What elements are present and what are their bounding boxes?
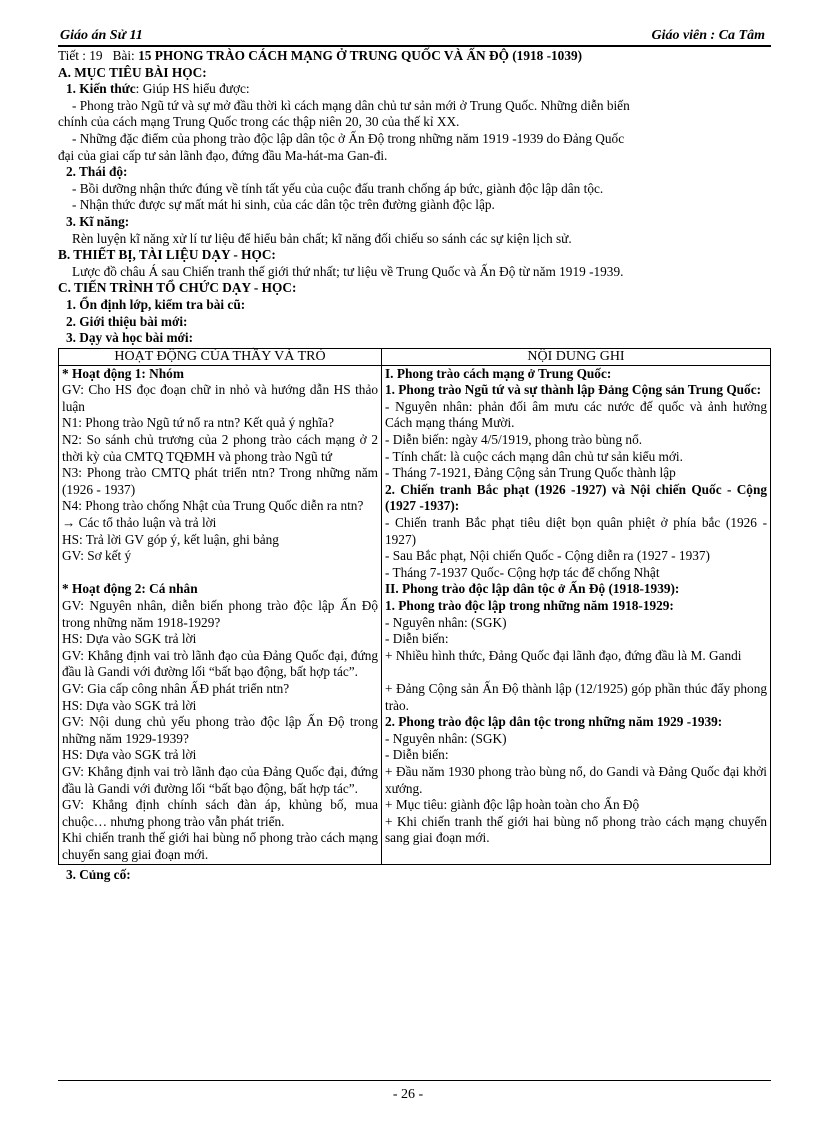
activity-line: GV: Cho HS đọc đoạn chữ in nhỏ và hướng dẫn HS thảo luận [62,382,378,414]
section-a-heading: A. MỤC TIÊU BÀI HỌC: [58,64,207,80]
section-b-text: Lược đồ châu Á sau Chiến tranh thế giới thứ nhất; tư liệu về Trung Quốc và Ấn Độ từ năm 1919 -1939. [72,263,624,279]
attitude-item-1: - Bồi dưỡng nhận thức đúng về tính tất yếu của cuộc đấu tranh chống áp bức, giành độc lập dân tộc. [72,180,604,196]
spacer [385,664,767,681]
content-subheading: 1. Phong trào Ngũ tứ và sự thành lập Đảng Cộng sản Trung Quốc: [385,382,762,398]
footer-rule [58,1080,771,1081]
knowledge-line [58,81,771,98]
content-line: - Tháng 7-1937 Quốc- Cộng hợp tác để chống Nhật [385,564,660,580]
section-b-heading: B. THIẾT BỊ, TÀI LIỆU DẠY - HỌC: [58,247,276,263]
activity-line: HS: Dựa vào SGK trả lời [62,631,197,647]
lesson-number: Tiết : 19 [58,48,103,63]
spacer [62,565,378,582]
document-page [58,28,771,883]
activity-line: GV: Khẳng định vai trò lãnh đạo của Đảng Quốc đại, đứng đầu là Gandi với đường lối “bất bạo động, bất hợp tác”. [62,647,378,680]
skill-item-1: Rèn luyện kĩ năng xử lí tư liệu để hiểu bản chất; kĩ năng đối chiếu so sánh các sự kiện lịch sử. [72,230,572,246]
table-header-content: NỘI DUNG GHI [382,348,771,365]
activity-line: HS: Dựa vào SGK trả lời [62,747,197,763]
step-2: 2. Giới thiệu bài mới: [66,313,188,329]
lesson-bai: Bài: [112,48,135,63]
content-subheading: 1. Phong trào độc lập trong những năm 1918-1929: [385,598,674,613]
header-teacher: Giáo viên : Ca Tâm [651,28,765,43]
content-line: + Nhiều hình thức, Đảng Quốc đại lãnh đạo, đứng đầu là M. Gandi [385,647,742,663]
content-line: + Khi chiến tranh thế giới hai bùng nổ phong trào cách mạng chuyển sang giai đoạn mới. [385,813,767,846]
lesson-title-line [58,48,771,65]
knowledge-item-2a: - Những đặc điểm của phong trào độc lập dân tộc ở Ấn Độ trong những năm 1919 -1939 do Đảng Quốc [72,130,625,146]
skill-label: 3. Kĩ năng: [66,213,130,229]
activity-line: HS: Trả lời GV góp ý, kết luận, ghi bảng [62,531,279,547]
activity-line: GV: Nguyên nhân, diễn biến phong trào độc lập Ấn Độ trong những năm 1918-1929? [62,598,378,630]
content-line: - Sau Bắc phạt, Nội chiến Quốc - Cộng diễn ra (1927 - 1937) [385,548,710,564]
activity-line: GV: Khẳng định vai trò lãnh đạo của Đảng Quốc đại, đứng đầu là Gandi với đường lối “bất bạo động, bất hợp tác”. [62,763,378,796]
activity-line: N1: Phong trào Ngũ tứ nổ ra ntn? Kết quả ý nghĩa? [62,415,334,431]
page-header [58,28,771,47]
table-header-activities: HOẠT ĐỘNG CỦA THẦY VÀ TRÒ [59,348,382,365]
content-line: - Diễn biến: [385,631,449,647]
activities-cell [59,365,382,864]
activity-line: GV: Sơ kết ý [62,548,132,564]
activity-line: N4: Phong trào chống Nhật của Trung Quốc diễn ra ntn? [62,498,364,514]
content-line: - Tháng 7-1921, Đảng Cộng sản Trung Quốc thành lập [385,465,676,481]
knowledge-label: 1. Kiến thức [66,81,136,97]
content-line: + Đảng Cộng sản Ấn Độ thành lập (12/1925) góp phần thúc đẩy phong trào. [385,680,767,713]
activity-line: N2: So sánh chủ trương của 2 phong trào cách mạng ở 2 thời kỳ của CMTQ TQĐMH và phong trào Ngũ tứ [62,432,378,464]
content-line: - Diễn biến: ngày 4/5/1919, phong trào bùng nổ. [385,432,643,448]
activity-1-heading: * Hoạt động 1: Nhóm [62,365,184,381]
attitude-label: 2. Thái độ: [66,164,128,180]
consolidation-step: 3. Củng cố: [66,866,131,882]
attitude-item-2: - Nhận thức được sự mất mát hi sinh, của các dân tộc trên đường giành độc lập. [72,197,495,213]
lesson-title: 15 PHONG TRÀO CÁCH MẠNG Ở TRUNG QUỐC VÀ ẤN ĐỘ (1918 -1039) [138,48,583,63]
step-3: 3. Dạy và học bài mới: [66,330,194,346]
knowledge-item-2b: đại của giai cấp tư sản lãnh đạo, đứng đầu Ma-hát-ma Gan-đi. [58,147,388,163]
content-subheading: 2. Chiến tranh Bắc phạt (1926 -1927) và Nội chiến Quốc - Cộng (1927 -1937): [385,481,767,514]
knowledge-tail: : Giúp HS hiểu được: [135,81,250,97]
activity-2-heading: * Hoạt động 2: Cá nhân [62,581,198,597]
content-line: - Tính chất: là cuộc cách mạng dân chủ tư sản kiểu mới. [385,448,683,464]
content-cell [382,365,771,864]
step-1: 1. Ổn định lớp, kiểm tra bài cũ: [66,296,246,312]
activity-line: N3: Phong trào CMTQ phát triển ntn? Trong những năm (1926 - 1937) [62,465,378,497]
page-number: - 26 - [392,1087,424,1102]
activity-line: GV: Gia cấp công nhân ẤĐ phát triển ntn? [62,680,290,696]
content-line: - Chiến tranh Bắc phạt tiêu diệt bọn quân phiệt ở phía bắc (1926 - 1927) [385,515,767,547]
content-heading: II. Phong trào độc lập dân tộc ở Ấn Độ (1918-1939): [385,581,680,597]
content-line: + Đầu năm 1930 phong trào bùng nổ, do Gandi và Đảng Quốc đại khởi xướng. [385,763,767,796]
content-line: + Mục tiêu: giành độc lập hoàn toàn cho Ấn Độ [385,797,640,813]
content-line: - Nguyên nhân: phản đối âm mưu các nước đế quốc và ảnh hưởng Cách mạng tháng Mười. [385,398,767,431]
content-line: - Nguyên nhân: (SGK) [385,730,507,746]
activity-line: → Các tổ thảo luận và trả lời [62,515,217,531]
content-line: - Nguyên nhân: (SGK) [385,614,507,630]
content-heading: I. Phong trào cách mạng ở Trung Quốc: [385,365,612,381]
content-line: - Diễn biến: [385,747,449,763]
knowledge-item-1a: - Phong trào Ngũ tứ và sự mở đầu thời kì cách mạng dân chủ tư sản mới ở Trung Quốc. Những diễn biến [72,97,630,113]
activity-line: HS: Dựa vào SGK trả lời [62,697,197,713]
knowledge-item-1b: chính của cách mạng Trung Quốc trong các thập niên 20, 30 của thế kỉ XX. [58,114,460,130]
header-subject: Giáo án Sử 11 [60,28,143,43]
section-c-heading: C. TIẾN TRÌNH TỔ CHỨC DẠY - HỌC: [58,280,297,296]
content-subheading: 2. Phong trào độc lập dân tộc trong những năm 1929 -1939: [385,714,723,730]
activity-line: Khi chiến tranh thế giới hai bùng nổ phong trào cách mạng chuyển sang giai đoạn mới. [62,830,378,862]
activity-line: GV: Nội dung chủ yếu phong trào độc lập Ấn Độ trong những năm 1929-1939? [62,714,378,746]
activity-line: GV: Khẳng định chính sách đàn áp, khủng bố, mua chuộc… nhưng phong trào vẫn phát triển. [62,797,378,829]
lesson-table [58,348,771,865]
